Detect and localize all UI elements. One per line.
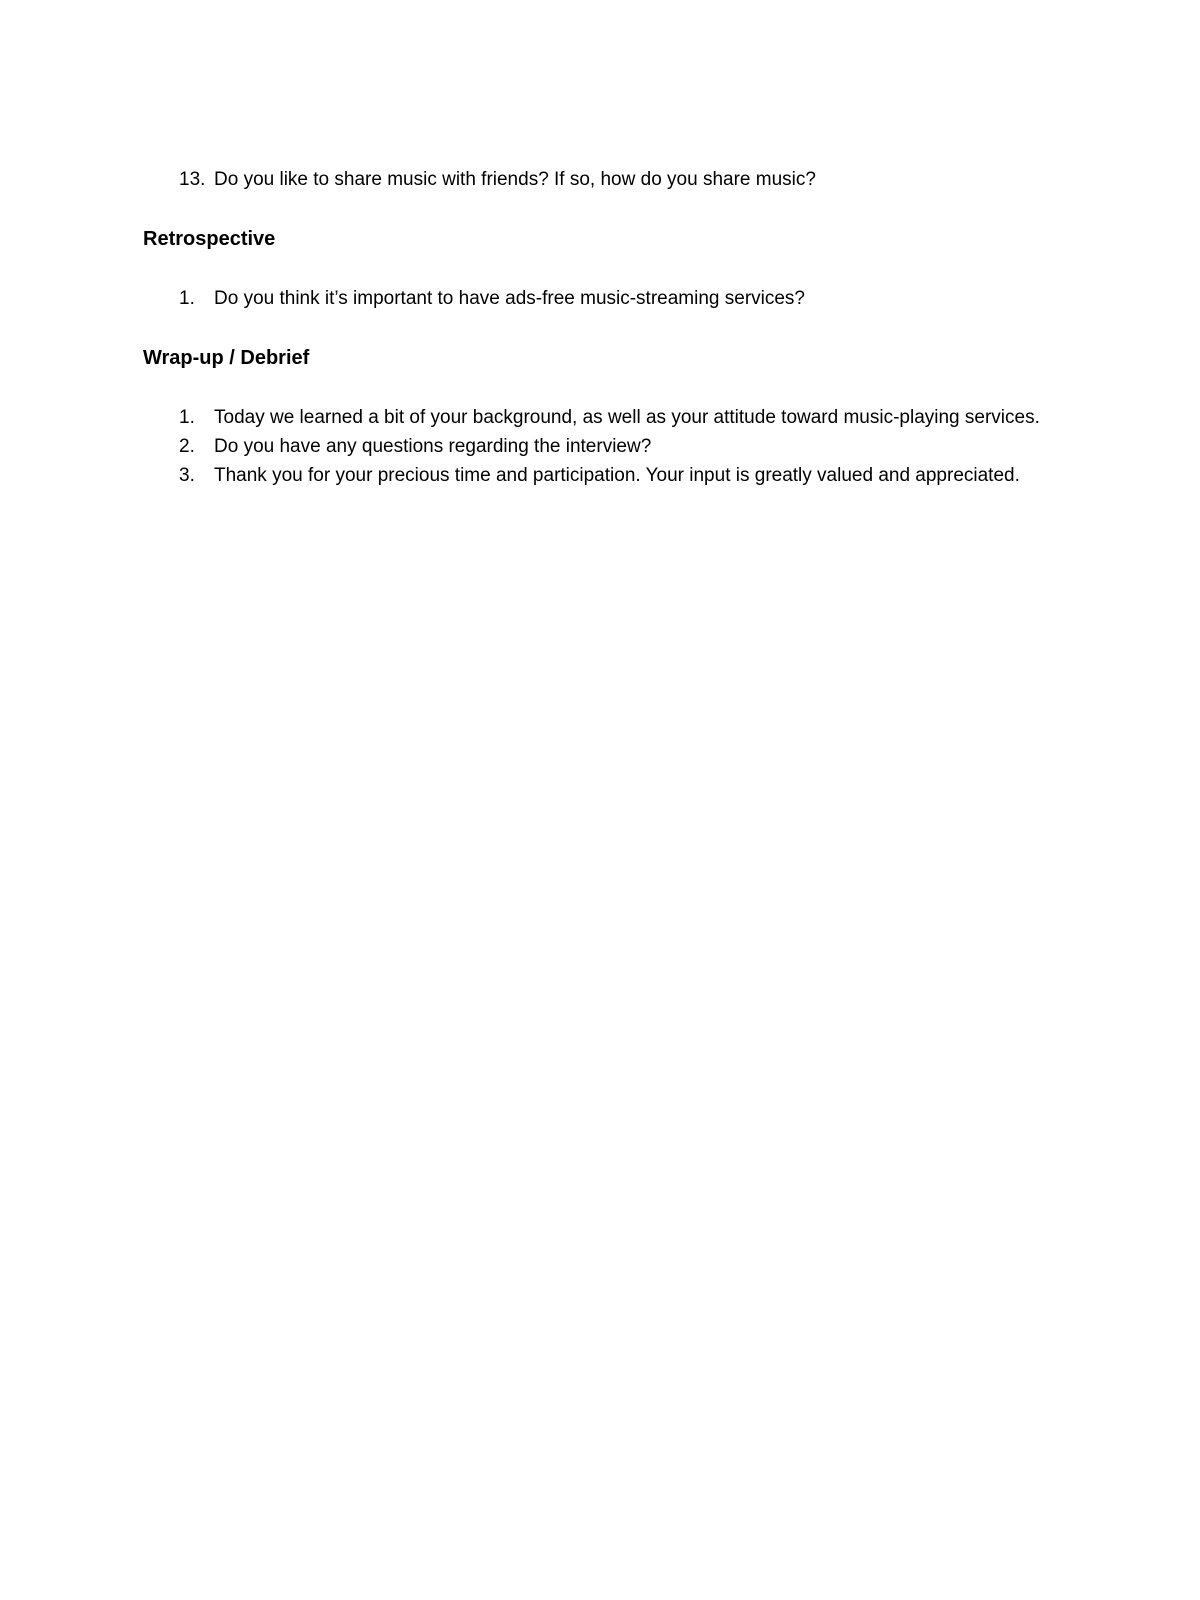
item-text: Do you think it’s important to have ads-free music-streaming services?: [214, 288, 806, 309]
item-text: Today we learned a bit of your background, as well as your attitude toward music-playing services.: [214, 407, 1040, 428]
item-number: 13.: [179, 169, 206, 190]
item-text: Do you like to share music with friends? If so, how do you share music?: [214, 169, 816, 190]
item-number: 3.: [179, 465, 195, 486]
item-number: 1.: [179, 407, 195, 428]
item-text: Thank you for your precious time and participation. Your input is greatly valued and appreciated.: [214, 465, 1020, 486]
item-text: Do you have any questions regarding the interview?: [214, 436, 652, 457]
item-number: 2.: [179, 436, 195, 457]
section-heading-retrospective: Retrospective: [143, 228, 276, 250]
item-number: 1.: [179, 288, 195, 309]
section-heading-wrap-up: Wrap-up / Debrief: [143, 347, 310, 369]
